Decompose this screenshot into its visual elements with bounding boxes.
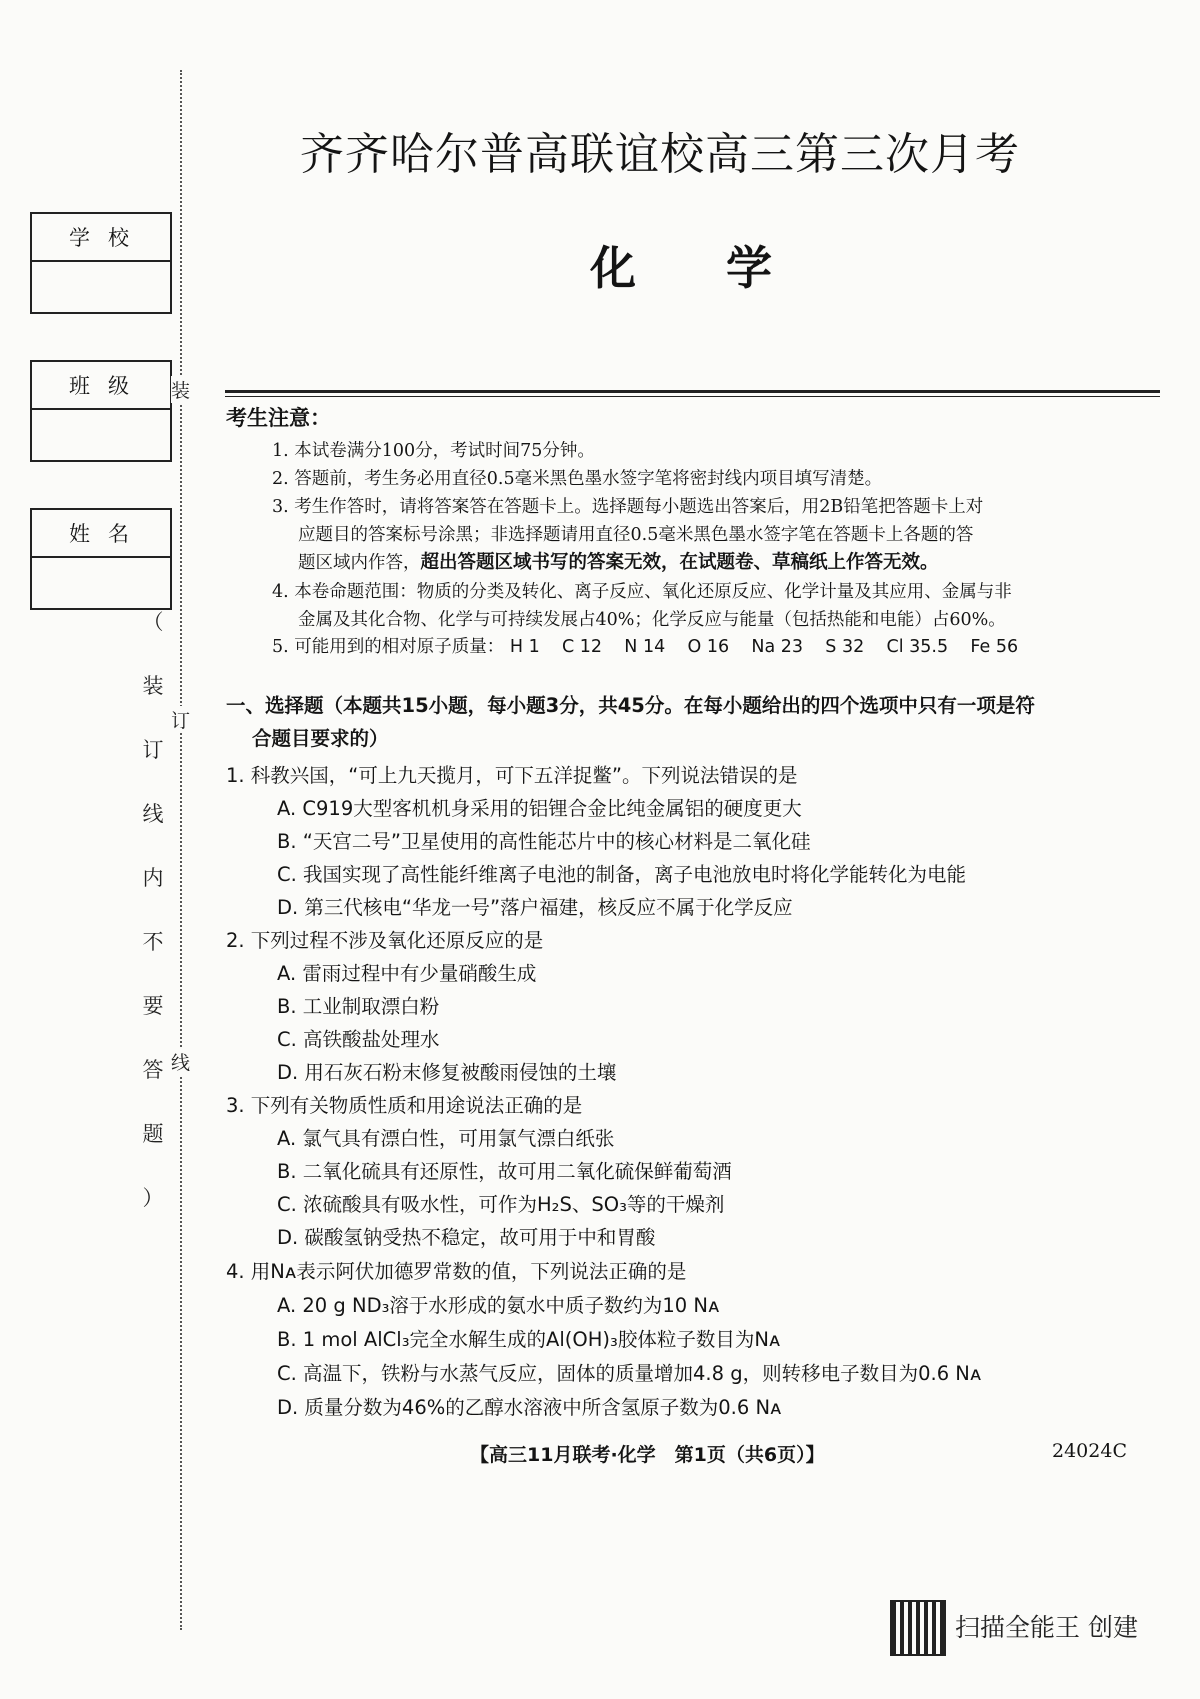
question-stem: 2. 下列过程不涉及氧化还原反应的是 bbox=[226, 929, 544, 952]
section-title-cont: 合题目要求的） bbox=[252, 727, 389, 750]
question-option: A. 20 g ND₃溶于水形成的氨水中质子数约为10 Nᴀ bbox=[277, 1294, 720, 1317]
question-option: D. 质量分数为46%的乙醇水溶液中所含氢原子数为0.6 Nᴀ bbox=[277, 1396, 782, 1419]
question-option: C. 浓硫酸具有吸水性，可作为H₂S、SO₃等的干燥剂 bbox=[277, 1193, 725, 1216]
bind-char-xian: 线 bbox=[171, 1048, 190, 1075]
question-stem: 3. 下列有关物质性质和用途说法正确的是 bbox=[226, 1094, 583, 1117]
qr-code-icon bbox=[890, 1600, 946, 1656]
vertical-char: 答 bbox=[142, 1058, 164, 1082]
notice-emphasis: 超出答题区域书写的答案无效，在试题卷、草稿纸上作答无效。 bbox=[420, 552, 939, 573]
vertical-char: 题 bbox=[142, 1122, 164, 1146]
page-footer: 【高三11月联考·化学 第1页（共6页）】 bbox=[470, 1444, 825, 1466]
exam-title: 齐齐哈尔普高联谊校高三第三次月考 bbox=[300, 129, 1020, 180]
notice-item-line bbox=[272, 633, 1018, 658]
class-field[interactable] bbox=[32, 410, 170, 460]
notice-item: 1. 本试卷满分100分，考试时间75分钟。 bbox=[272, 441, 595, 461]
question-stem: 4. 用Nᴀ表示阿伏加德罗常数的值，下列说法正确的是 bbox=[226, 1260, 687, 1283]
school-label: 学校 bbox=[32, 214, 170, 262]
question-option: C. 高铁酸盐处理水 bbox=[277, 1028, 440, 1051]
paper-code: 24024C bbox=[1052, 1440, 1127, 1462]
bind-char-ding: 订 bbox=[171, 706, 190, 733]
notice-item: 2. 答题前，考生务必用直径0.5毫米黑色墨水签字笔将密封线内项目填写清楚。 bbox=[272, 469, 883, 489]
name-box[interactable] bbox=[30, 508, 172, 610]
question-option: B. 工业制取漂白粉 bbox=[277, 995, 440, 1018]
vertical-char: ） bbox=[142, 1186, 164, 1210]
notice-item-line bbox=[298, 548, 939, 574]
header-rule bbox=[225, 390, 1160, 393]
vertical-char: 装 bbox=[142, 674, 164, 698]
question-option: C. 高温下，铁粉与水蒸气反应，固体的质量增加4.8 g，则转移电子数目为0.6 Nᴀ bbox=[277, 1362, 982, 1385]
school-field[interactable] bbox=[32, 262, 170, 312]
notice-heading: 考生注意： bbox=[226, 406, 331, 430]
class-box[interactable] bbox=[30, 360, 172, 462]
question-option: D. 碳酸氢钠受热不稳定，故可用于中和胃酸 bbox=[277, 1226, 656, 1249]
atomic-mass: Cl 35.5 bbox=[886, 637, 949, 657]
atomic-mass: Fe 56 bbox=[970, 637, 1019, 657]
question-option: A. C919大型客机机身采用的铝锂合金比纯金属铝的硬度更大 bbox=[277, 797, 802, 820]
exam-subject: 化学 bbox=[590, 241, 862, 295]
binding-vertical-note bbox=[140, 606, 166, 1246]
bind-char-zhuang: 装 bbox=[171, 376, 190, 403]
scanner-brand: 扫描全能王 创建 bbox=[955, 1613, 1138, 1642]
name-field[interactable] bbox=[32, 558, 170, 608]
question-option: A. 氯气具有漂白性，可用氯气漂白纸张 bbox=[277, 1127, 615, 1150]
atomic-mass: N 14 bbox=[624, 637, 666, 657]
notice-item: 4. 本卷命题范围：物质的分类及转化、离子反应、氧化还原反应、化学计量及其应用、金属与非 bbox=[272, 582, 1012, 602]
question-option: B. “天宫二号”卫星使用的高性能芯片中的核心材料是二氧化硅 bbox=[277, 830, 811, 853]
question-option: D. 第三代核电“华龙一号”落户福建，核反应不属于化学反应 bbox=[277, 896, 793, 919]
class-label: 班级 bbox=[32, 362, 170, 410]
atomic-mass: O 16 bbox=[687, 637, 730, 657]
vertical-char: 要 bbox=[142, 994, 164, 1018]
question-option: D. 用石灰石粉末修复被酸雨侵蚀的土壤 bbox=[277, 1061, 617, 1084]
notice-item: 5. 可能用到的相对原子质量： bbox=[272, 637, 505, 657]
section-title: 一、选择题（本题共15小题，每小题3分，共45分。在每小题给出的四个选项中只有一项是符 bbox=[226, 694, 1035, 717]
question-stem: 1. 科教兴国，“可上九天揽月，可下五洋捉鳖”。下列说法错误的是 bbox=[226, 764, 798, 787]
atomic-mass: H 1 bbox=[509, 637, 540, 657]
vertical-char: （ bbox=[142, 610, 164, 634]
header-rule-thin bbox=[225, 396, 1160, 397]
binding-dotted-line bbox=[180, 70, 182, 1630]
school-box[interactable] bbox=[30, 212, 172, 314]
question-option: C. 我国实现了高性能纤维离子电池的制备，离子电池放电时将化学能转化为电能 bbox=[277, 863, 967, 886]
vertical-char: 内 bbox=[142, 866, 164, 890]
atomic-mass: C 12 bbox=[561, 637, 603, 657]
vertical-char: 订 bbox=[142, 738, 164, 762]
question-option: B. 1 mol AlCl₃完全水解生成的Al(OH)₃胶体粒子数目为Nᴀ bbox=[277, 1328, 781, 1351]
notice-item: 应题目的答案标号涂黑；非选择题请用直径0.5毫米黑色墨水签字笔在答题卡上各题的答 bbox=[298, 525, 974, 545]
question-option: B. 二氧化硫具有还原性，故可用二氧化硫保鲜葡萄酒 bbox=[277, 1160, 732, 1183]
atomic-mass: S 32 bbox=[825, 637, 865, 657]
vertical-char: 不 bbox=[142, 930, 164, 954]
notice-item: 题区域内作答， bbox=[298, 553, 421, 573]
notice-item: 3. 考生作答时，请将答案答在答题卡上。选择题每小题选出答案后，用2B铅笔把答题卡上对 bbox=[272, 497, 984, 517]
question-option: A. 雷雨过程中有少量硝酸生成 bbox=[277, 962, 537, 985]
atomic-mass: Na 23 bbox=[751, 637, 804, 657]
name-label: 姓名 bbox=[32, 510, 170, 558]
notice-item: 金属及其化合物、化学与可持续发展占40%；化学反应与能量（包括热能和电能）占60%。 bbox=[298, 610, 1006, 630]
vertical-char: 线 bbox=[142, 802, 164, 826]
